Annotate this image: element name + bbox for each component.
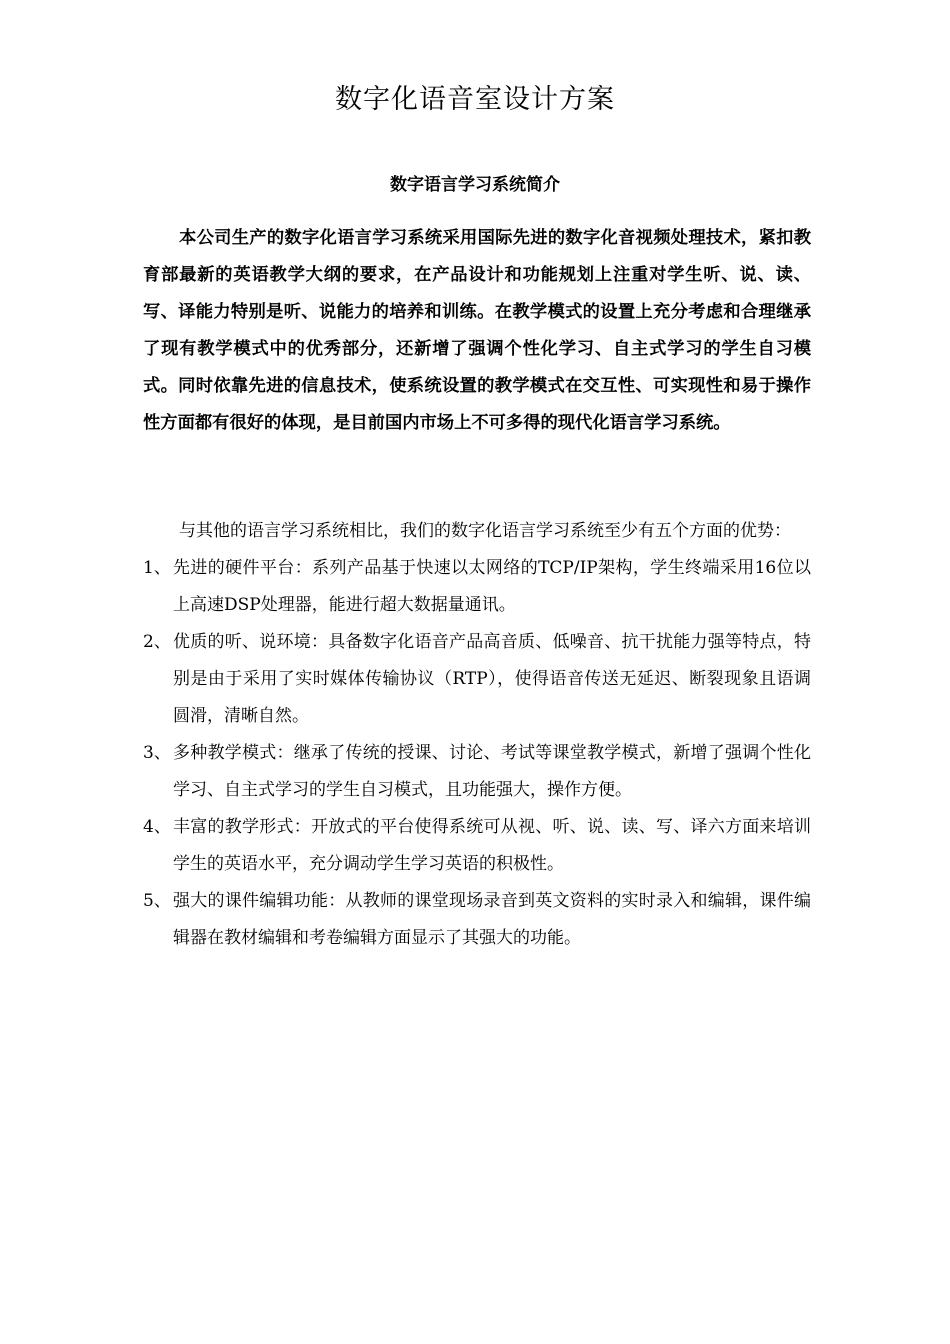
document-title: 数字化语音室设计方案 — [335, 84, 615, 115]
section-heading: 数字语言学习系统简介 — [390, 175, 560, 195]
advantages-section — [143, 513, 811, 957]
list-item-number: 5、 — [143, 891, 171, 911]
advantages-list — [143, 550, 811, 957]
list-item — [143, 550, 811, 624]
list-item-text: 强大的课件编辑功能：从教师的课堂现场录音到英文资料的实时录入和编辑，课件编辑器在教材编辑和考卷编辑方面显示了其强大的功能。 — [173, 891, 811, 948]
intro-paragraph: 本公司生产的数字化语言学习系统采用国际先进的数字化音视频处理技术，紧扣教育部最新的英语教学大纲的要求，在产品设计和功能规划上注重对学生听、说、读、写、译能力特别是听、说能力的培养和训练。在教学模式的设置上充分考虑和合理继承了现有教学模式中的优秀部分，还新增了强调个性化学习、自主式学习的学生自习模式。同时依靠先进的信息技术，使系统设置的教学模式在交互性、可实现性和易于操作性方面都有很好的体现，是目前国内市场上不可多得的现代化语言学习系统。 — [143, 228, 811, 433]
list-item-number: 1、 — [143, 558, 171, 578]
list-item-text: 先进的硬件平台：系列产品基于快速以太网络的TCP/IP架构，学生终端采用16位以上高速DSP处理器，能进行超大数据量通讯。 — [173, 558, 811, 615]
list-item — [143, 883, 811, 957]
list-item — [143, 735, 811, 809]
list-item — [143, 809, 811, 883]
list-item-number: 4、 — [143, 817, 171, 837]
list-item-number: 3、 — [143, 743, 171, 763]
list-item — [143, 624, 811, 735]
advantages-lead-paragraph: 与其他的语言学习系统相比，我们的数字化语言学习系统至少有五个方面的优势： — [179, 521, 791, 541]
list-item-text: 丰富的教学形式：开放式的平台使得系统可从视、听、说、读、写、译六方面来培训学生的英语水平，充分调动学生学习英语的积极性。 — [173, 817, 811, 874]
list-item-text: 多种教学模式：继承了传统的授课、讨论、考试等课堂教学模式，新增了强调个性化学习、自主式学习的学生自习模式，且功能强大，操作方便。 — [173, 743, 811, 800]
list-item-number: 2、 — [143, 632, 171, 652]
list-item-text: 优质的听、说环境：具备数字化语音产品高音质、低噪音、抗干扰能力强等特点，特别是由于采用了实时媒体传输协议（RTP），使得语音传送无延迟、断裂现象且语调圆滑，清晰自然。 — [173, 632, 811, 726]
